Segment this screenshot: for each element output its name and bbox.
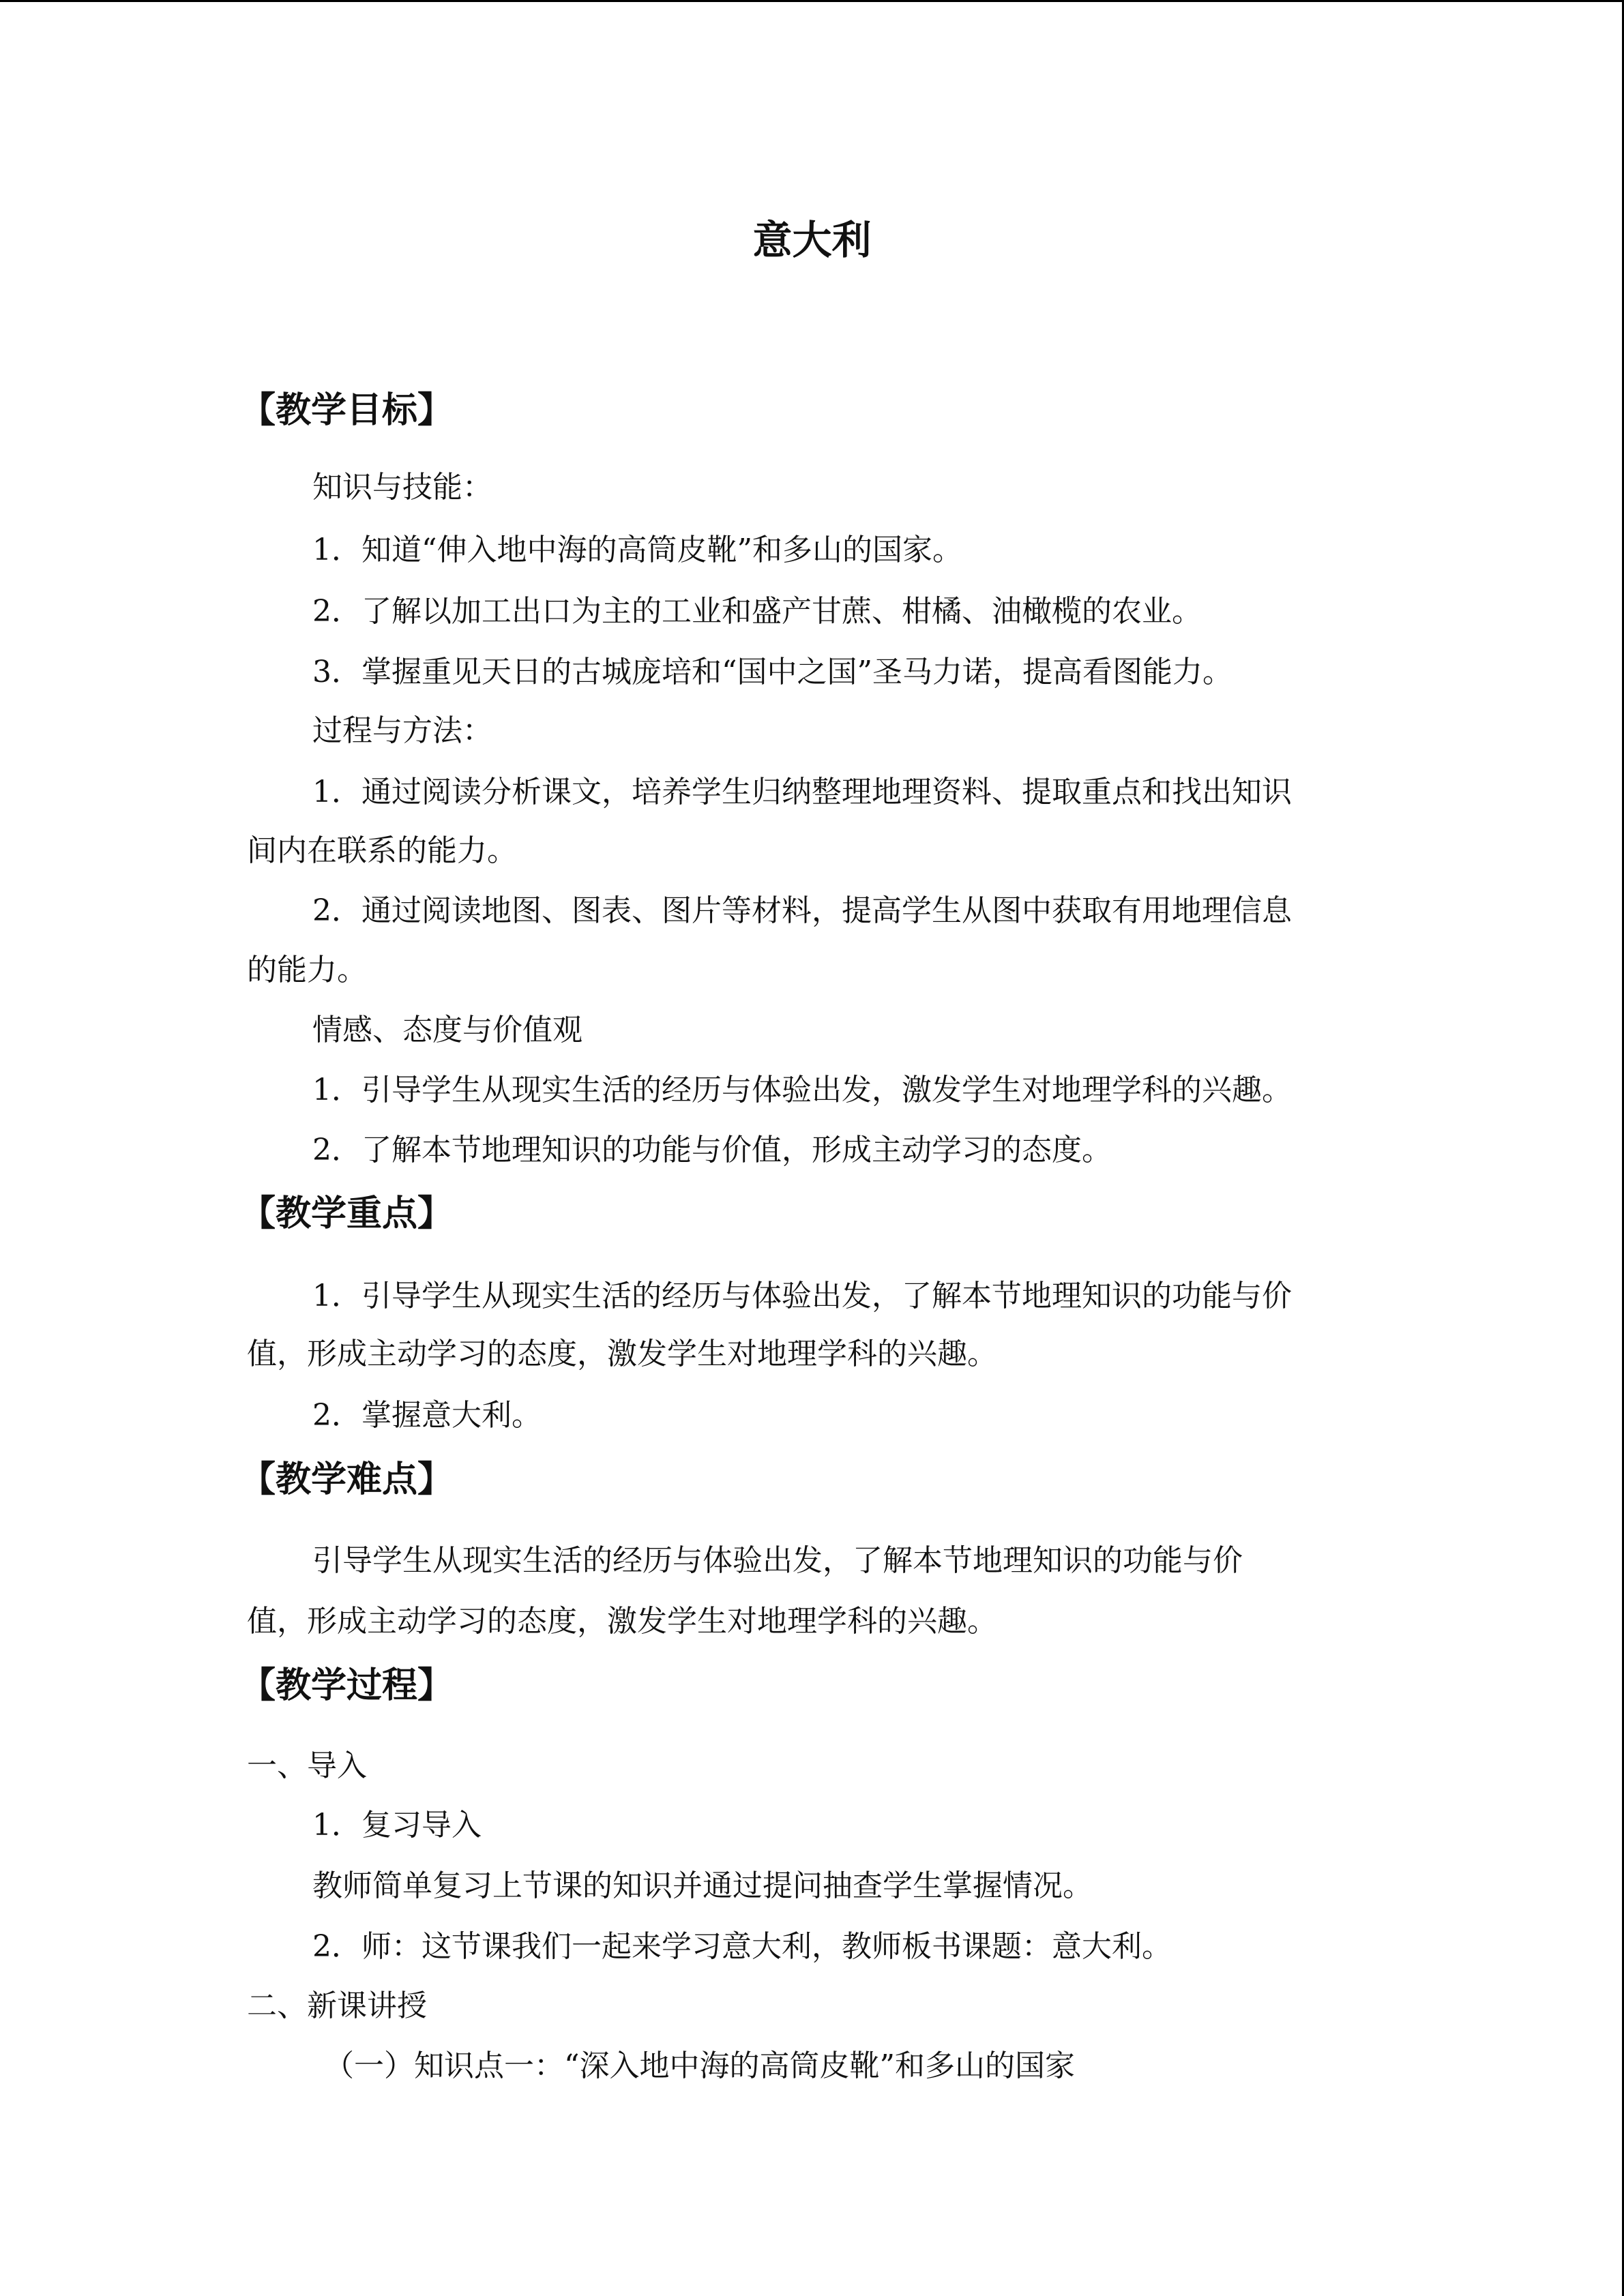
process-method-label: 过程与方法： bbox=[312, 713, 492, 748]
knowledge-item-3: 3．掌握重见天日的古城庞培和“国中之国”圣马力诺，提高看图能力。 bbox=[312, 655, 1232, 689]
emotion-item-2: 2．了解本节地理知识的功能与价值，形成主动学习的态度。 bbox=[312, 1133, 1112, 1167]
knowledge-point-1: （一）知识点一：“深入地中海的高筒皮靴”和多山的国家 bbox=[324, 2048, 1075, 2083]
process-item-1-line-1: 1．通过阅读分析课文，培养学生归纳整理地理资料、提取重点和找出知识 bbox=[312, 775, 1292, 809]
emotion-label: 情感、态度与价值观 bbox=[312, 1013, 582, 1047]
section-intro: 一、导入 bbox=[247, 1748, 367, 1783]
process-item-2-line-2: 的能力。 bbox=[247, 953, 367, 987]
heading-difficulties: 【教学难点】 bbox=[240, 1459, 454, 1500]
key-point-1-line-2: 值，形成主动学习的态度，激发学生对地理学科的兴趣。 bbox=[247, 1337, 997, 1371]
page-title: 意大利 bbox=[752, 217, 872, 263]
heading-objectives: 【教学目标】 bbox=[240, 389, 454, 431]
key-point-2: 2．掌握意大利。 bbox=[312, 1398, 542, 1433]
knowledge-item-1: 1．知道“伸入地中海的高筒皮靴”和多山的国家。 bbox=[312, 533, 962, 567]
section-new-lesson: 二、新课讲授 bbox=[247, 1988, 427, 2023]
process-item-1-line-2: 间内在联系的能力。 bbox=[247, 833, 517, 868]
heading-key-points: 【教学重点】 bbox=[240, 1193, 454, 1234]
step-review-text: 教师简单复习上节课的知识并通过提问抽查学生掌握情况。 bbox=[312, 1868, 1093, 1903]
emotion-item-1: 1．引导学生从现实生活的经历与体验出发，激发学生对地理学科的兴趣。 bbox=[312, 1073, 1292, 1107]
difficulty-line-2: 值，形成主动学习的态度，激发学生对地理学科的兴趣。 bbox=[247, 1604, 997, 1639]
knowledge-item-2: 2．了解以加工出口为主的工业和盛产甘蔗、柑橘、油橄榄的农业。 bbox=[312, 594, 1202, 629]
key-point-1-line-1: 1．引导学生从现实生活的经历与体验出发，了解本节地理知识的功能与价 bbox=[312, 1279, 1292, 1313]
step-teacher: 2．师：这节课我们一起来学习意大利，教师板书课题：意大利。 bbox=[312, 1929, 1172, 1964]
difficulty-line-1: 引导学生从现实生活的经历与体验出发，了解本节地理知识的功能与价 bbox=[312, 1543, 1243, 1578]
knowledge-label: 知识与技能： bbox=[312, 470, 492, 505]
step-review: 1．复习导入 bbox=[312, 1808, 482, 1843]
heading-process: 【教学过程】 bbox=[240, 1665, 454, 1706]
process-item-2-line-1: 2．通过阅读地图、图表、图片等材料，提高学生从图中获取有用地理信息 bbox=[312, 893, 1292, 928]
